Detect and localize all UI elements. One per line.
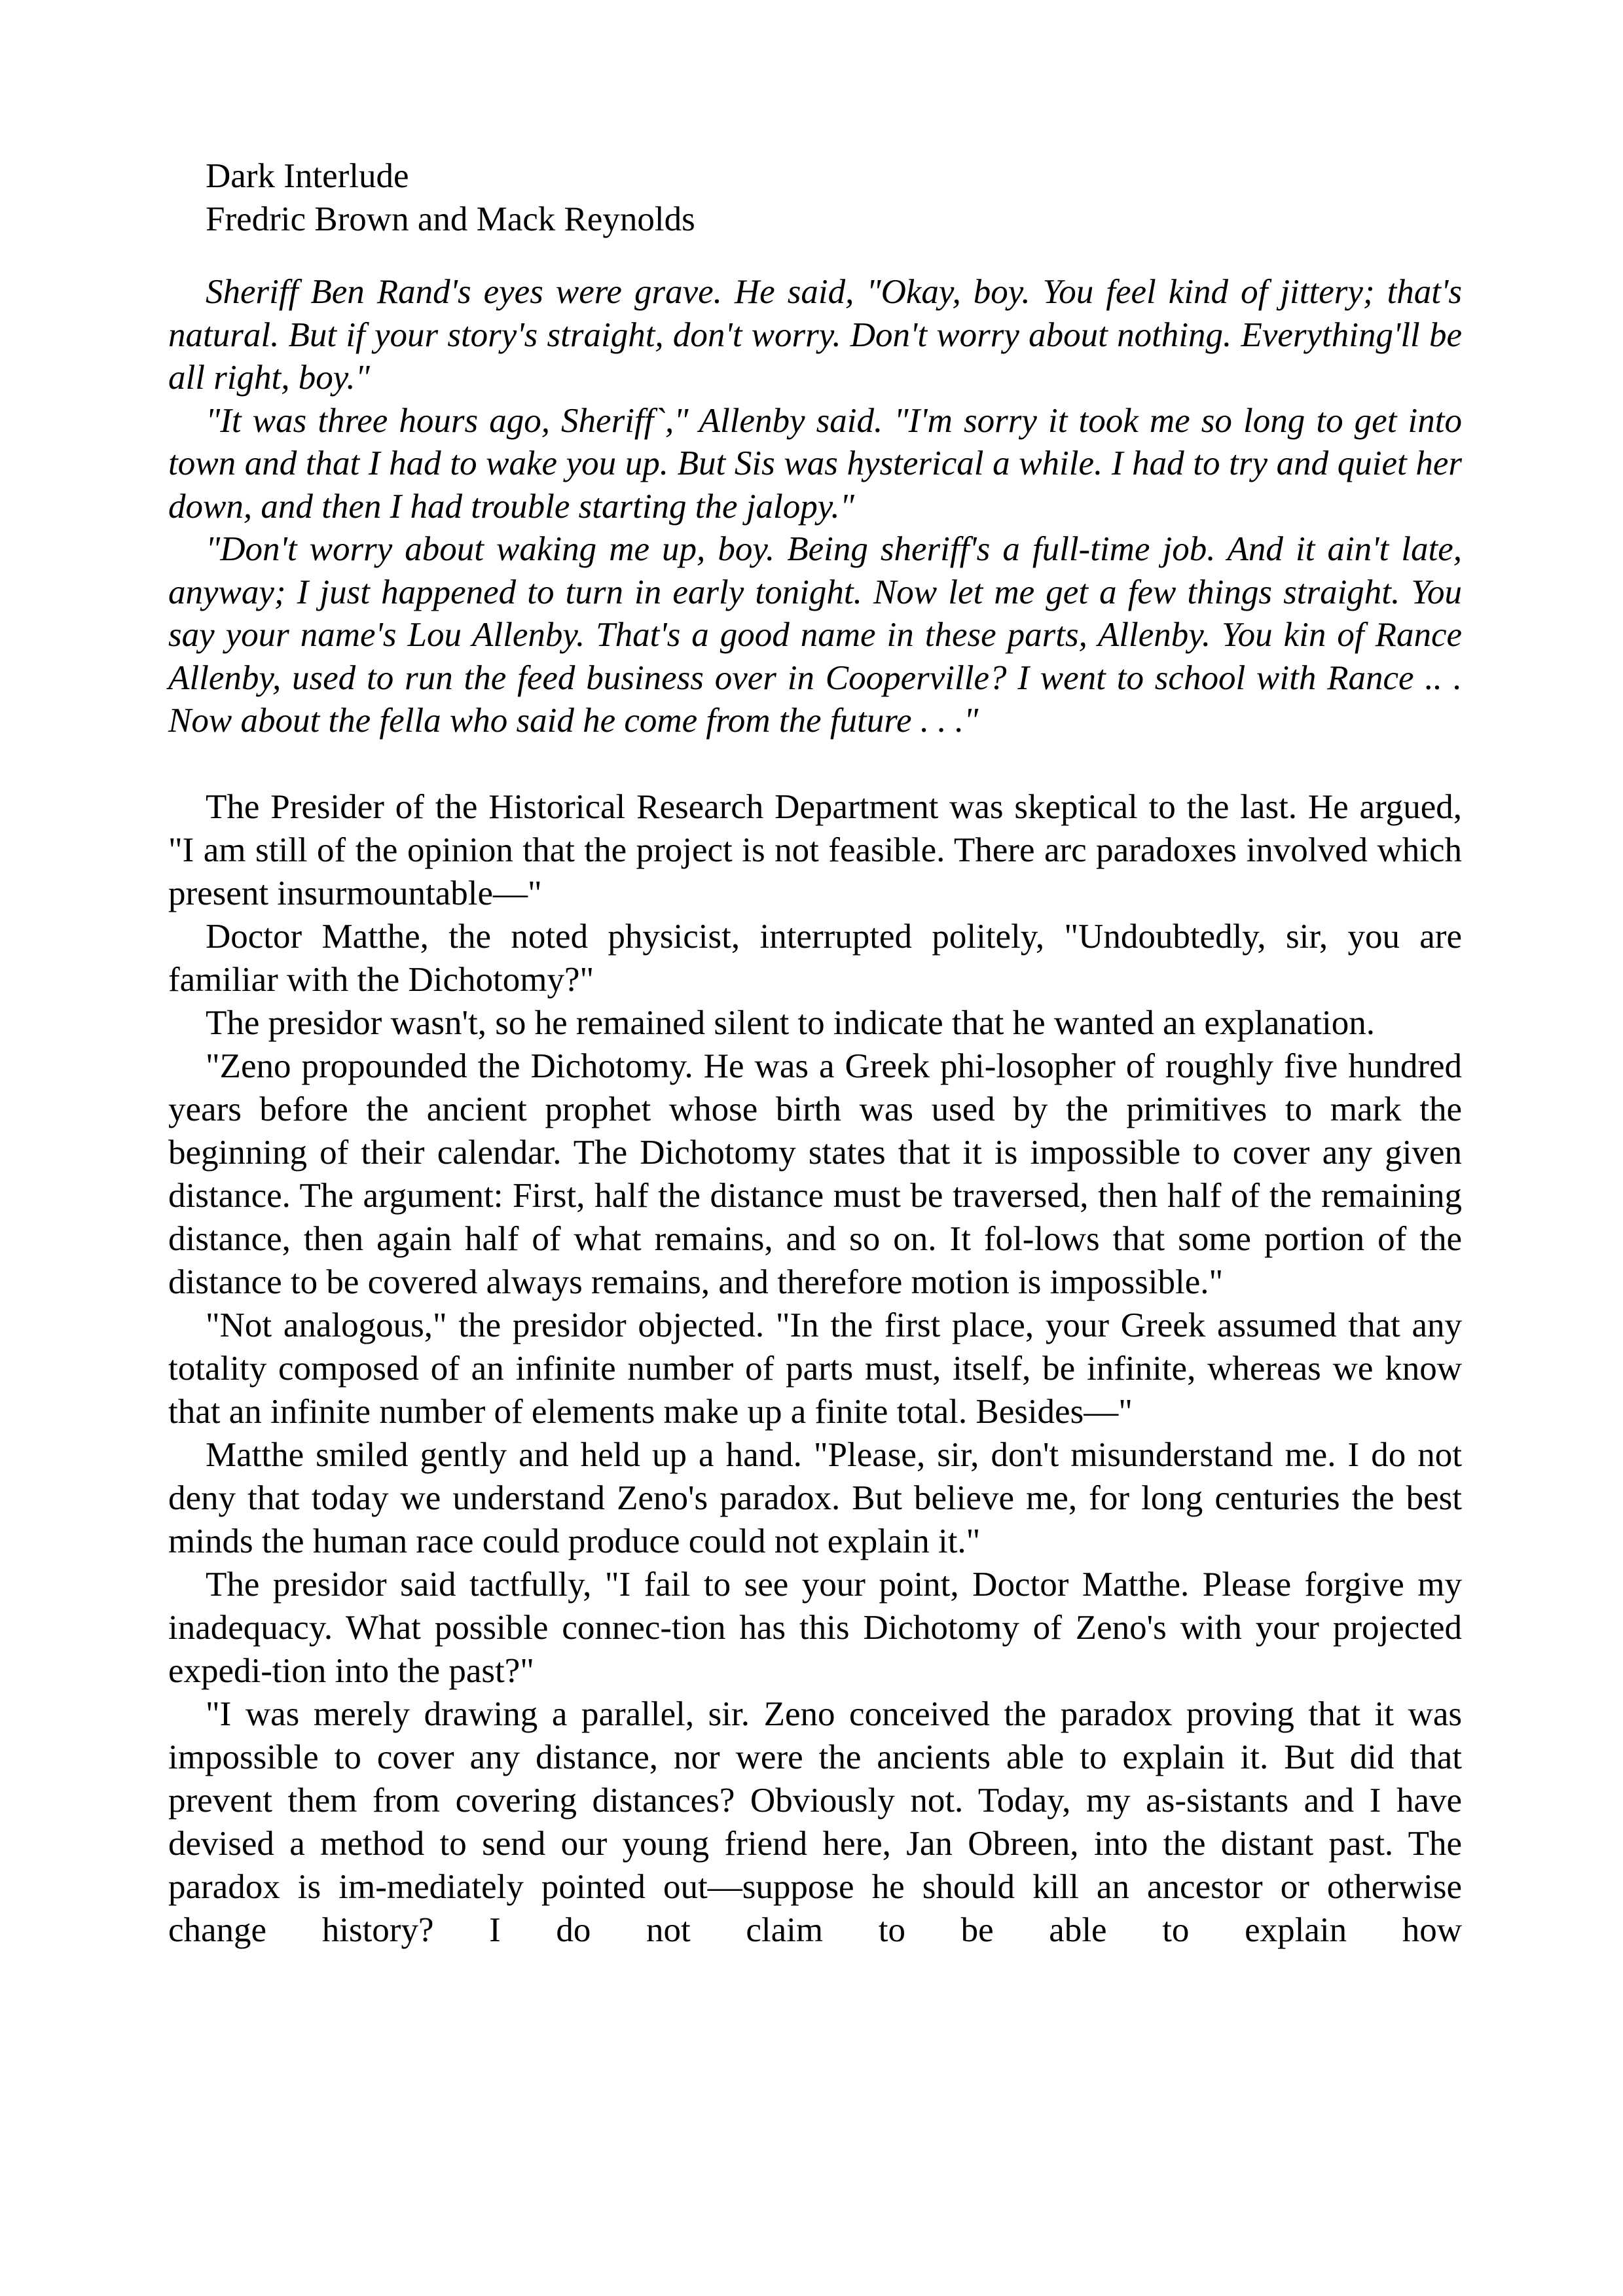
document-content [168, 154, 1462, 1952]
story-title: Dark Interlude [206, 157, 409, 195]
title-block [168, 154, 1462, 241]
body-paragraph: "Zeno propounded the Dichotomy. He was a Greek phi-losopher of roughly five hundred years before the ancient prophet whose birth was used by the primitives to mark the beginning of their calendar. The Dichotomy states that it is impossible to cover any given distance. The argument: First, half the distance must be traversed, then half of the remaining distance, then again half of what remains, and so on. It fol-lows that some portion of the distance to be covered always remains, and therefore motion is impossible." [168, 1047, 1462, 1301]
body-paragraph: "I was merely drawing a parallel, sir. Zeno conceived the paradox proving that it was impossible to cover any distance, nor were the ancients able to explain it. But did that prevent them from covering distances? Obviously not. Today, my as-sistants and I have devised a method to send our young friend here, Jan Obreen, into the distant past. The paradox is im-mediately pointed out—suppose he should kill an ancestor or otherwise change history? I do not claim to be able to explain how [168, 1695, 1462, 1949]
main-section [168, 785, 1462, 1952]
intro-paragraph: "Don't worry about waking me up, boy. Being sheriff's a full-time job. And it ain't late, anyway; I just happened to turn in early tonight. Now let me get a few things straight. You say your name's Lou Allenby. That's a good name in these parts, Allenby. You kin of Rance Allenby, used to run the feed business over in Cooperville? I went to school with Rance .. . Now about the fella who said he come from the future . . ." [168, 530, 1462, 740]
story-authors: Fredric Brown and Mack Reynolds [206, 200, 695, 238]
body-paragraph: Matthe smiled gently and held up a hand. "Please, sir, don't misunderstand me. I do not deny that today we understand Zeno's paradox. But believe me, for long centuries the best minds the human race could produce could not explain it." [168, 1435, 1462, 1560]
intro-paragraph: Sheriff Ben Rand's eyes were grave. He said, "Okay, boy. You feel kind of jittery; that's natural. But if your story's straight, don't worry. Don't worry about nothing. Everything'll be all right, boy." [168, 273, 1462, 397]
body-paragraph: The presidor wasn't, so he remained silent to indicate that he wanted an explanation. [206, 1003, 1375, 1042]
body-paragraph: Doctor Matthe, the noted physicist, interrupted politely, "Undoubtedly, sir, you are familiar with the Dichotomy?" [168, 917, 1462, 999]
body-paragraph: The presidor said tactfully, "I fail to see your point, Doctor Matthe. Please forgive my inadequacy. What possible connec-tion has this Dichotomy of Zeno's with your projected expedi-tion into the past?" [168, 1565, 1462, 1690]
intro-paragraph: "It was three hours ago, Sheriff`," Allenby said. "I'm sorry it took me so long to get into town and that I had to wake you up. But Sis was hysterical a while. I had to try and quiet her down, and then I had trouble starting the jalopy." [168, 401, 1462, 526]
body-paragraph: "Not analogous," the presidor objected. "In the first place, your Greek assumed that any totality composed of an infinite number of parts must, itself, be infinite, whereas we know that an infinite number of elements make up a finite total. Besides—" [168, 1306, 1462, 1431]
intro-section [168, 271, 1462, 743]
body-paragraph: The Presider of the Historical Research Department was skeptical to the last. He argued, "I am still of the opinion that the project is not feasible. There arc paradoxes involved which present insurmountable—" [168, 787, 1462, 912]
